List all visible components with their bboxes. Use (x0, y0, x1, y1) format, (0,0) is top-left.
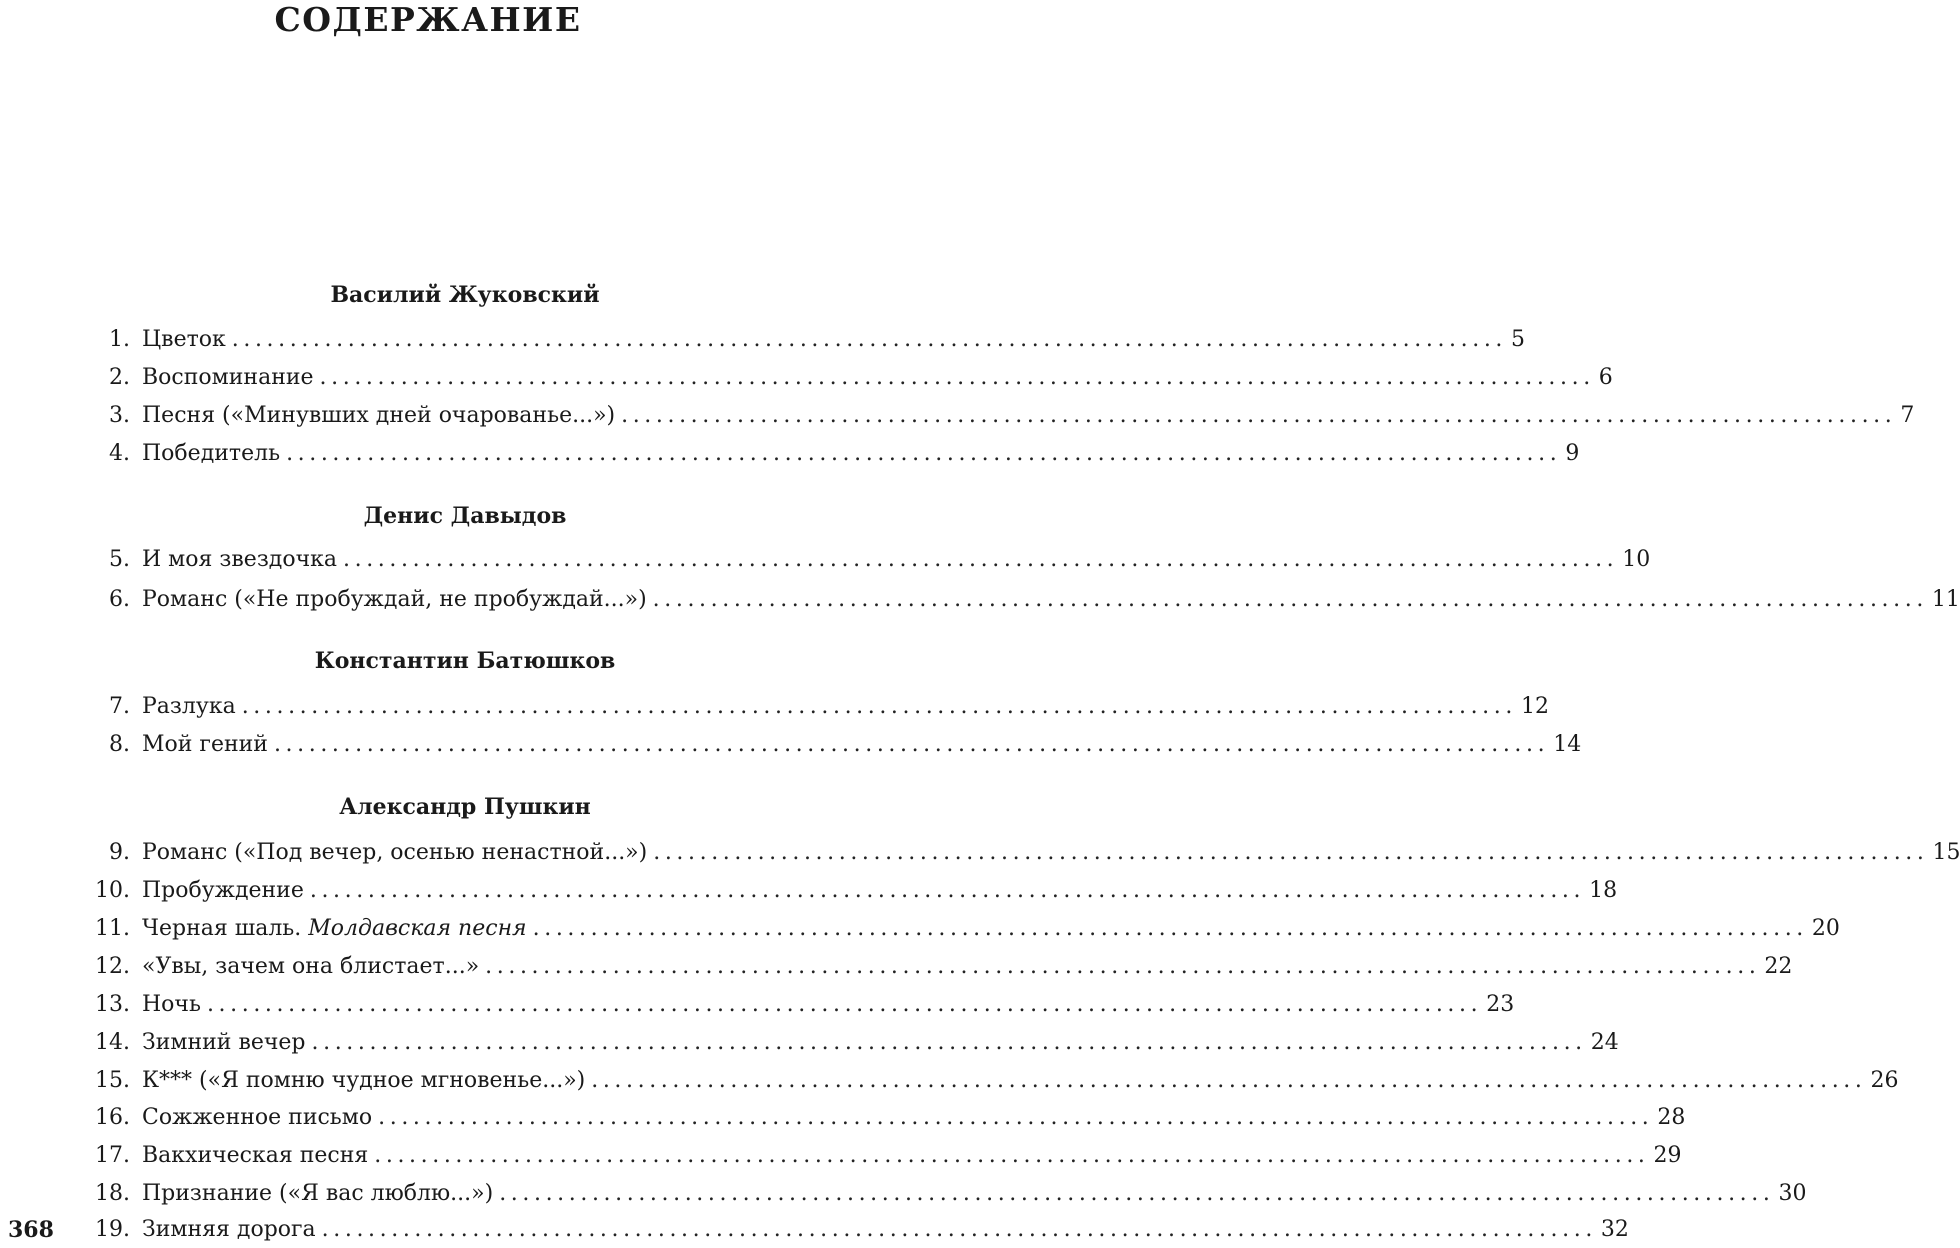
dot-leader: .............................................................................................................. (621, 403, 1897, 428)
dot-leader: .............................................................................................................. (591, 1068, 1867, 1093)
dot-leader: .............................................................................................................. (653, 840, 1929, 865)
toc-entry (0, 949, 1793, 985)
entry-number: 19. (95, 1217, 130, 1242)
entry-title: Цветок (142, 327, 226, 352)
entry-title: Разлука (142, 694, 236, 719)
dot-leader: .............................................................................................................. (241, 694, 1517, 719)
page-title: СОДЕРЖАНИЕ (274, 0, 582, 39)
dot-leader: .............................................................................................................. (343, 547, 1619, 572)
toc-entry (0, 911, 1840, 947)
entry-title: Ночь (142, 992, 201, 1017)
toc-entry (0, 1138, 1682, 1174)
entry-title: Романс («Не пробуждай, не пробуждай...») (142, 587, 647, 612)
author-heading: Константин Батюшков (314, 648, 616, 674)
entry-number: 18. (95, 1181, 130, 1206)
page-number: 9 (1565, 441, 1580, 466)
toc-entry (0, 987, 1515, 1023)
toc-entry (0, 873, 1618, 909)
entry-number: 10. (95, 878, 130, 903)
toc-entry (0, 689, 1549, 725)
page-number: 20 (1811, 916, 1840, 941)
page-number: 15 (1932, 840, 1960, 865)
toc-entry (0, 398, 1915, 434)
entry-title: Воспоминание (142, 365, 314, 390)
entry-number: 5. (109, 547, 130, 572)
dot-leader: .............................................................................................................. (485, 954, 1761, 979)
entry-number: 13. (95, 992, 130, 1017)
dot-leader: .............................................................................................................. (206, 992, 1483, 1017)
dot-leader: .............................................................................................................. (374, 1143, 1650, 1168)
author-heading: Василий Жуковский (330, 282, 600, 308)
page-number: 18 (1589, 878, 1618, 903)
entry-title: Песня («Минувших дней очарованье...») (142, 403, 616, 428)
folio-page-number: 368 (8, 1217, 54, 1243)
entry-number: 1. (109, 327, 130, 352)
entry-title: Мой гений (142, 732, 268, 757)
entry-number: 7. (109, 694, 130, 719)
page-number: 24 (1590, 1030, 1619, 1055)
entry-title: Сожженное письмо (142, 1105, 373, 1130)
page-number: 12 (1520, 694, 1549, 719)
toc-entry (0, 835, 1960, 871)
toc-entry (0, 1100, 1686, 1136)
entry-title: «Увы, зачем она блистает...» (142, 954, 480, 979)
toc-entry (0, 360, 1613, 396)
entry-number: 6. (109, 587, 130, 612)
entry-number: 14. (95, 1030, 130, 1055)
entry-title: Признание («Я вас люблю...») (142, 1181, 494, 1206)
dot-leader: .............................................................................................................. (378, 1105, 1654, 1130)
toc-entry (0, 727, 1582, 763)
entry-subtitle: Молдавская песня (308, 916, 527, 941)
toc-entry (0, 1063, 1899, 1099)
page-number: 7 (1900, 403, 1915, 428)
page-number: 28 (1657, 1105, 1686, 1130)
entry-title: К*** («Я помню чудное мгновенье...») (142, 1068, 586, 1093)
entry-number: 17. (95, 1143, 130, 1168)
entry-number: 2. (109, 365, 130, 390)
entry-number: 8. (109, 732, 130, 757)
entry-number: 9. (109, 840, 130, 865)
entry-title: И моя звездочка (142, 547, 338, 572)
page-number: 29 (1653, 1143, 1682, 1168)
entry-number: 3. (109, 403, 130, 428)
entry-title: Пробуждение (142, 878, 304, 903)
dot-leader: .............................................................................................................. (319, 365, 1595, 390)
toc-entry (0, 1212, 1629, 1248)
page-number: 6 (1598, 365, 1613, 390)
entry-number: 4. (109, 441, 130, 466)
entry-title: Романс («Под вечер, осенью ненастной...») (142, 840, 648, 865)
author-heading: Александр Пушкин (339, 794, 591, 820)
page-number: 32 (1600, 1217, 1629, 1242)
entry-number: 11. (95, 916, 130, 941)
dot-leader: .............................................................................................................. (532, 916, 1808, 941)
dot-leader: .............................................................................................................. (652, 587, 1928, 612)
page-number: 22 (1764, 954, 1793, 979)
entry-number: 15. (95, 1068, 130, 1093)
entry-title: Победитель (142, 441, 281, 466)
entry-title: Вакхическая песня (142, 1143, 369, 1168)
dot-leader: .............................................................................................................. (309, 878, 1586, 903)
toc-entry (0, 582, 1960, 618)
dot-leader: .............................................................................................................. (231, 327, 1508, 352)
dot-leader: .............................................................................................................. (311, 1030, 1587, 1055)
dot-leader: .............................................................................................................. (321, 1217, 1597, 1242)
page-number: 10 (1622, 547, 1651, 572)
page-number: 14 (1553, 732, 1582, 757)
toc-entry (0, 436, 1580, 472)
page-number: 23 (1486, 992, 1515, 1017)
page-number: 30 (1778, 1181, 1807, 1206)
page-number: 5 (1511, 327, 1526, 352)
entry-title: Зимняя дорога (142, 1217, 316, 1242)
page-number: 26 (1870, 1068, 1899, 1093)
toc-entry (0, 322, 1526, 358)
author-heading: Денис Давыдов (363, 503, 567, 529)
toc-entry (0, 542, 1651, 578)
dot-leader: .............................................................................................................. (499, 1181, 1775, 1206)
entry-title: Зимний вечер (142, 1030, 306, 1055)
entry-title: Черная шаль. (142, 916, 302, 941)
entry-number: 12. (95, 954, 130, 979)
entry-number: 16. (95, 1105, 130, 1130)
toc-entry (0, 1025, 1619, 1061)
dot-leader: .............................................................................................................. (286, 441, 1562, 466)
dot-leader: .............................................................................................................. (273, 732, 1550, 757)
page-number: 11 (1931, 587, 1960, 612)
toc-entry (0, 1176, 1807, 1212)
